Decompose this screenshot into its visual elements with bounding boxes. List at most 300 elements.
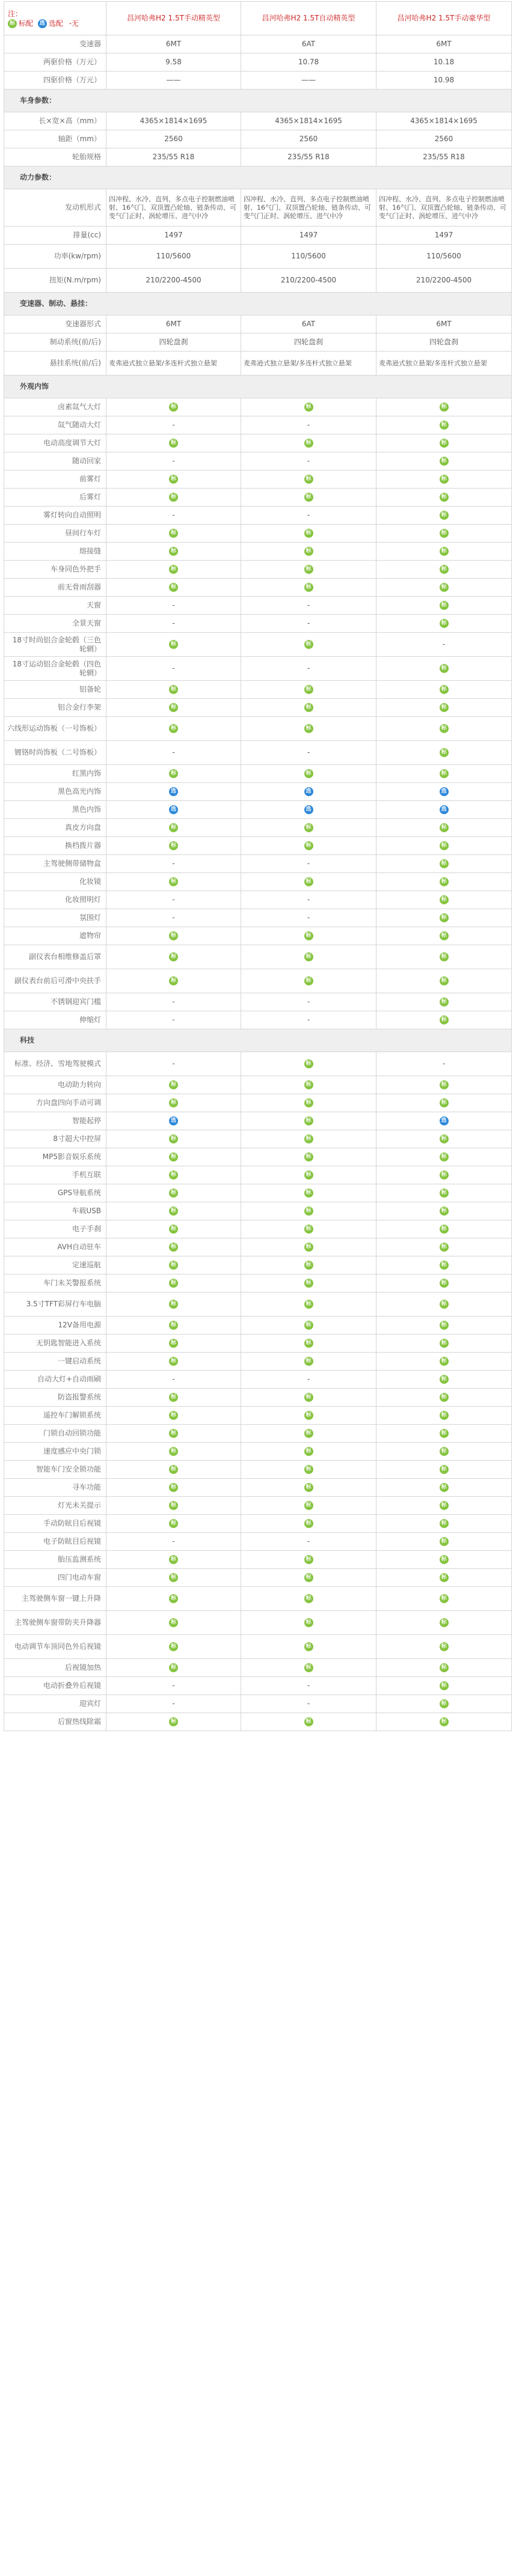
spec-label: 轴距（mm）: [4, 130, 106, 148]
spec-cell: [376, 1274, 512, 1293]
standard-icon: 标: [440, 1717, 449, 1726]
standard-icon: 标: [440, 1321, 449, 1330]
header-row: [4, 2, 512, 35]
spec-row: [4, 1587, 512, 1611]
spec-label: MP5影音娱乐系统: [4, 1148, 106, 1166]
spec-row: [4, 398, 512, 416]
section-title: 科技: [4, 1029, 512, 1052]
standard-icon: 标: [169, 823, 178, 832]
spec-row: [4, 130, 512, 148]
standard-icon: 标: [304, 565, 313, 574]
spec-cell: [241, 1611, 376, 1635]
spec-cell: [376, 717, 512, 741]
spec-label: 车载USB: [4, 1202, 106, 1220]
spec-cell: [106, 1293, 241, 1317]
spec-label: 雾灯转向自动照明: [4, 507, 106, 525]
spec-cell: [241, 1238, 376, 1256]
spec-label: 电动折叠外后视镜: [4, 1677, 106, 1695]
spec-cell: [106, 579, 241, 597]
spec-label: 方向盘四向手动可调: [4, 1094, 106, 1112]
spec-cell: [241, 1293, 376, 1317]
standard-icon: 标: [304, 769, 313, 778]
spec-value: 麦弗逊式独立悬架/多连杆式独立悬架: [106, 352, 241, 376]
spec-row: [4, 1274, 512, 1293]
spec-cell: [376, 855, 512, 873]
spec-cell: [106, 1353, 241, 1371]
standard-icon: 标: [304, 1501, 313, 1510]
spec-value: 四冲程、水冷、直列、多点电子控制燃油喷射、16气门、双顶置凸轮轴、链条传动、可变气门正时、涡轮增压、进气中冷: [241, 189, 376, 227]
spec-cell: [241, 1166, 376, 1184]
spec-value: 6MT: [106, 35, 241, 53]
standard-icon: 标: [169, 1171, 178, 1180]
spec-value: -: [106, 416, 241, 434]
standard-icon: 标: [440, 685, 449, 694]
standard-icon: 标: [440, 952, 449, 961]
standard-icon: 标: [304, 1642, 313, 1651]
spec-value: -: [106, 1011, 241, 1029]
spec-cell: [241, 699, 376, 717]
spec-cell: [106, 434, 241, 452]
standard-icon: 标: [440, 1339, 449, 1348]
standard-icon: 标: [169, 976, 178, 985]
spec-value: -: [106, 891, 241, 909]
standard-icon: 标: [304, 1134, 313, 1143]
standard-icon: 标: [304, 1153, 313, 1162]
spec-cell: [106, 681, 241, 699]
standard-icon: 标: [440, 931, 449, 940]
spec-row: [4, 1094, 512, 1112]
standard-icon: 标: [440, 1225, 449, 1234]
standard-icon: 标: [440, 1429, 449, 1438]
spec-label: 悬挂系统(前/后): [4, 352, 106, 376]
spec-cell: [376, 489, 512, 507]
spec-label: 不锈钢迎宾门槛: [4, 993, 106, 1011]
spec-label: 化妆镜: [4, 873, 106, 891]
spec-value: 210/2200-4500: [241, 269, 376, 293]
spec-cell: [106, 1443, 241, 1461]
spec-cell: [376, 1094, 512, 1112]
spec-label: 四门电动车窗: [4, 1569, 106, 1587]
standard-icon: 标: [169, 565, 178, 574]
spec-cell: [376, 1371, 512, 1389]
standard-icon: 标: [440, 859, 449, 868]
spec-label: 天窗: [4, 597, 106, 615]
spec-cell: [106, 1166, 241, 1184]
spec-label: 功率(kw/rpm): [4, 245, 106, 269]
spec-row: [4, 1677, 512, 1695]
standard-icon: 标: [169, 1573, 178, 1582]
section-header: [4, 90, 512, 112]
standard-icon: 标: [440, 1699, 449, 1708]
standard-icon: 标: [304, 475, 313, 484]
standard-icon: 标: [169, 1243, 178, 1252]
standard-icon: 标: [304, 547, 313, 556]
spec-cell: [241, 1713, 376, 1731]
spec-cell: [106, 717, 241, 741]
standard-icon: 标: [440, 1519, 449, 1528]
spec-label: 电子防眩目后视镜: [4, 1533, 106, 1551]
spec-row: [4, 837, 512, 855]
spec-value: 4365×1814×1695: [106, 112, 241, 130]
standard-icon: 标: [169, 583, 178, 592]
spec-cell: [376, 891, 512, 909]
section-title: 外观内饰: [4, 376, 512, 398]
spec-label: 铝备轮: [4, 681, 106, 699]
standard-icon: 标: [440, 664, 449, 673]
spec-label: 四驱价格（万元）: [4, 72, 106, 90]
spec-row: [4, 1112, 512, 1130]
standard-icon: 标: [169, 1411, 178, 1420]
spec-cell: [376, 927, 512, 945]
spec-cell: [376, 1425, 512, 1443]
spec-label: 胎压监测系统: [4, 1551, 106, 1569]
standard-icon: 标: [304, 724, 313, 733]
spec-cell: [376, 657, 512, 681]
spec-value: ——: [241, 72, 376, 90]
spec-label: 轮胎规格: [4, 148, 106, 166]
standard-icon: 标: [169, 1429, 178, 1438]
spec-cell: [376, 507, 512, 525]
spec-cell: [376, 452, 512, 470]
spec-label: 8寸超大中控屏: [4, 1130, 106, 1148]
spec-cell: [241, 1256, 376, 1274]
spec-cell: [241, 1479, 376, 1497]
spec-value: 1497: [241, 227, 376, 245]
spec-label: 一键启动系统: [4, 1353, 106, 1371]
standard-icon: 标: [169, 1501, 178, 1510]
spec-cell: [241, 1202, 376, 1220]
standard-icon: 标: [440, 724, 449, 733]
spec-label: 制动系统(前/后): [4, 333, 106, 352]
spec-cell: [376, 837, 512, 855]
spec-label: 熔接缝: [4, 543, 106, 561]
optional-icon: 选: [169, 805, 178, 814]
spec-cell: [106, 1274, 241, 1293]
spec-label: 自动大灯+自动雨刷: [4, 1371, 106, 1389]
standard-icon: 标: [440, 1300, 449, 1309]
spec-cell: [241, 1569, 376, 1587]
spec-row: [4, 352, 512, 376]
spec-label: 手动防眩目后视镜: [4, 1515, 106, 1533]
standard-icon: 标: [169, 1465, 178, 1474]
spec-cell: [106, 1479, 241, 1497]
spec-cell: [241, 1148, 376, 1166]
spec-cell: [376, 1515, 512, 1533]
spec-label: 灯光未关提示: [4, 1497, 106, 1515]
spec-cell: [241, 489, 376, 507]
spec-row: [4, 1569, 512, 1587]
spec-cell: [241, 1407, 376, 1425]
spec-cell: [106, 819, 241, 837]
standard-icon: 标: [304, 439, 313, 448]
spec-value: -: [241, 1011, 376, 1029]
spec-cell: [241, 1094, 376, 1112]
spec-label: 防盗报警系统: [4, 1389, 106, 1407]
spec-label: 主驾驶侧车窗一键上升降: [4, 1587, 106, 1611]
spec-cell: [376, 1635, 512, 1659]
spec-label: 红黑内饰: [4, 765, 106, 783]
optional-icon: 选: [440, 787, 449, 796]
standard-icon: 标: [440, 1642, 449, 1651]
spec-value: -: [106, 855, 241, 873]
spec-value: -: [376, 633, 512, 657]
spec-value: 2560: [106, 130, 241, 148]
spec-row: [4, 1611, 512, 1635]
spec-value: -: [241, 1371, 376, 1389]
spec-label: 镀铬时尚饰板（二号饰板）: [4, 741, 106, 765]
standard-icon: 标: [440, 1555, 449, 1564]
standard-icon: 标: [440, 1207, 449, 1216]
spec-label: AVH自动驻车: [4, 1238, 106, 1256]
standard-icon: 标: [440, 1134, 449, 1143]
spec-label: 副仪表台前后可滑中央扶手: [4, 969, 106, 993]
standard-icon: 标: [304, 1300, 313, 1309]
standard-icon: 标: [169, 1483, 178, 1492]
spec-cell: [376, 543, 512, 561]
spec-cell: [106, 1130, 241, 1148]
spec-cell: [241, 1184, 376, 1202]
standard-icon: 标: [169, 475, 178, 484]
spec-cell: [376, 819, 512, 837]
standard-icon: 标: [169, 769, 178, 778]
spec-value: -: [241, 909, 376, 927]
standard-icon: 标: [440, 1098, 449, 1107]
spec-row: [4, 681, 512, 699]
spec-row: [4, 615, 512, 633]
standard-icon: 标: [169, 1519, 178, 1528]
standard-icon: 标: [304, 1225, 313, 1234]
spec-value: 110/5600: [241, 245, 376, 269]
spec-cell: [106, 1407, 241, 1425]
spec-row: [4, 489, 512, 507]
spec-cell: [376, 1533, 512, 1551]
spec-cell: [376, 1353, 512, 1371]
standard-icon: 标: [169, 1393, 178, 1402]
spec-cell: [106, 561, 241, 579]
spec-cell: [241, 633, 376, 657]
standard-icon: 标: [304, 1393, 313, 1402]
standard-icon: 标: [440, 1594, 449, 1603]
spec-cell: [241, 945, 376, 969]
standard-icon: 标: [169, 841, 178, 850]
spec-label: 氙气随动大灯: [4, 416, 106, 434]
spec-cell: [376, 561, 512, 579]
optional-icon: 选: [440, 1116, 449, 1125]
standard-icon: 标: [440, 895, 449, 904]
spec-cell: [376, 873, 512, 891]
standard-icon: 标: [304, 1573, 313, 1582]
spec-cell: [106, 837, 241, 855]
spec-row: [4, 927, 512, 945]
spec-cell: [241, 1335, 376, 1353]
spec-cell: [241, 1659, 376, 1677]
spec-value: -: [106, 1533, 241, 1551]
standard-icon: 标: [304, 1483, 313, 1492]
spec-label: 遥控车门解锁系统: [4, 1407, 106, 1425]
standard-icon: 标: [304, 529, 313, 538]
spec-value: 1497: [106, 227, 241, 245]
standard-icon: 标: [304, 1243, 313, 1252]
spec-value: 6MT: [376, 315, 512, 333]
spec-row: [4, 543, 512, 561]
spec-row: [4, 579, 512, 597]
spec-label: 卤素氙气大灯: [4, 398, 106, 416]
spec-value: ——: [106, 72, 241, 90]
legend-optional-label: 选配: [48, 19, 63, 28]
spec-value: -: [241, 891, 376, 909]
spec-cell: [376, 1497, 512, 1515]
standard-icon: 标: [169, 1642, 178, 1651]
spec-cell: [106, 699, 241, 717]
spec-cell: [106, 1389, 241, 1407]
spec-cell: [376, 597, 512, 615]
spec-value: -: [241, 1695, 376, 1713]
standard-icon: 标: [304, 1059, 313, 1068]
spec-label: 迎宾灯: [4, 1695, 106, 1713]
spec-cell: [106, 783, 241, 801]
spec-row: [4, 148, 512, 166]
spec-label: 变速器形式: [4, 315, 106, 333]
standard-icon: 标: [440, 1411, 449, 1420]
spec-label: 无钥匙智能进入系统: [4, 1335, 106, 1353]
spec-value: -: [106, 452, 241, 470]
spec-label: 长×宽×高（mm）: [4, 112, 106, 130]
spec-row: [4, 1407, 512, 1425]
standard-icon: 标: [440, 421, 449, 430]
standard-icon: 标: [440, 457, 449, 466]
spec-row: [4, 1479, 512, 1497]
spec-row: [4, 1461, 512, 1479]
spec-value: -: [241, 597, 376, 615]
spec-cell: [241, 819, 376, 837]
spec-cell: [106, 969, 241, 993]
spec-cell: [241, 1052, 376, 1076]
spec-value: -: [106, 615, 241, 633]
spec-cell: [106, 1551, 241, 1569]
spec-cell: [376, 1184, 512, 1202]
section-title: 车身参数：: [4, 90, 512, 112]
spec-cell: [106, 1515, 241, 1533]
spec-row: [4, 1635, 512, 1659]
spec-cell: [376, 1011, 512, 1029]
section-header: [4, 376, 512, 398]
spec-label: 黑色高光内饰: [4, 783, 106, 801]
spec-row: [4, 525, 512, 543]
spec-value: -: [106, 993, 241, 1011]
spec-label: 车身同色外把手: [4, 561, 106, 579]
spec-value: 4365×1814×1695: [376, 112, 512, 130]
standard-icon: 标: [304, 1116, 313, 1125]
standard-icon: 标: [169, 685, 178, 694]
standard-icon: 标: [440, 1501, 449, 1510]
standard-icon: 标: [169, 1098, 178, 1107]
spec-cell: [376, 1293, 512, 1317]
spec-row: [4, 189, 512, 227]
spec-cell: [241, 1112, 376, 1130]
spec-cell: [376, 1335, 512, 1353]
spec-cell: [241, 1130, 376, 1148]
spec-value: 110/5600: [106, 245, 241, 269]
spec-label: 12V备用电源: [4, 1317, 106, 1335]
spec-row: [4, 561, 512, 579]
standard-icon: 标: [169, 1618, 178, 1627]
standard-icon: 标: [304, 952, 313, 961]
standard-icon: 标: [304, 1207, 313, 1216]
spec-cell: [241, 398, 376, 416]
spec-cell: [376, 434, 512, 452]
spec-cell: [376, 1695, 512, 1713]
spec-label: 电动高度调节大灯: [4, 434, 106, 452]
spec-row: [4, 1335, 512, 1353]
spec-cell: [376, 1443, 512, 1461]
standard-icon: 标: [440, 439, 449, 448]
spec-row: [4, 245, 512, 269]
spec-cell: [241, 969, 376, 993]
spec-cell: [106, 1587, 241, 1611]
standard-icon: 标: [169, 547, 178, 556]
spec-cell: [106, 927, 241, 945]
standard-icon: 标: [169, 1189, 178, 1198]
standard-icon: 标: [304, 1429, 313, 1438]
spec-row: [4, 227, 512, 245]
standard-icon: 标: [169, 1663, 178, 1672]
spec-cell: [376, 1677, 512, 1695]
spec-label: 全景天窗: [4, 615, 106, 633]
spec-row: [4, 1371, 512, 1389]
standard-icon: 标: [304, 583, 313, 592]
spec-label: 门锁自动回锁功能: [4, 1425, 106, 1443]
spec-cell: [106, 1184, 241, 1202]
spec-cell: [106, 1569, 241, 1587]
spec-cell: [241, 801, 376, 819]
spec-label: 昼间行车灯: [4, 525, 106, 543]
standard-icon: 标: [304, 823, 313, 832]
spec-value: -: [106, 597, 241, 615]
standard-icon: 标: [440, 1015, 449, 1025]
model-header-1: 昌河哈弗H2 1.5T手动精英型: [106, 2, 241, 35]
standard-icon: 标: [169, 439, 178, 448]
standard-icon: 标: [440, 619, 449, 628]
spec-cell: [106, 1220, 241, 1238]
legend-none-label: 无: [72, 19, 79, 28]
spec-cell: [241, 1389, 376, 1407]
spec-label: 后窗热线除霜: [4, 1713, 106, 1731]
spec-cell: [376, 801, 512, 819]
spec-label: 氛围灯: [4, 909, 106, 927]
standard-icon: 标: [169, 1080, 178, 1089]
standard-icon: 标: [304, 1465, 313, 1474]
spec-value: -: [376, 1052, 512, 1076]
spec-label: 电子手刹: [4, 1220, 106, 1238]
spec-cell: [241, 561, 376, 579]
spec-cell: [106, 1112, 241, 1130]
standard-icon: 标: [440, 1261, 449, 1270]
spec-cell: [241, 1443, 376, 1461]
spec-cell: [376, 398, 512, 416]
spec-cell: [376, 1713, 512, 1731]
spec-row: [4, 633, 512, 657]
spec-cell: [376, 1220, 512, 1238]
spec-row: [4, 1256, 512, 1274]
spec-cell: [241, 1635, 376, 1659]
spec-row: [4, 1130, 512, 1148]
spec-value: 10.98: [376, 72, 512, 90]
spec-cell: [241, 1076, 376, 1094]
standard-icon: 标: [304, 1279, 313, 1288]
spec-value: -: [106, 909, 241, 927]
standard-icon: 标: [169, 1207, 178, 1216]
spec-value: 四冲程、水冷、直列、多点电子控制燃油喷射、16气门、双顶置凸轮轴、链条传动、可变气门正时、涡轮增压、进气中冷: [376, 189, 512, 227]
